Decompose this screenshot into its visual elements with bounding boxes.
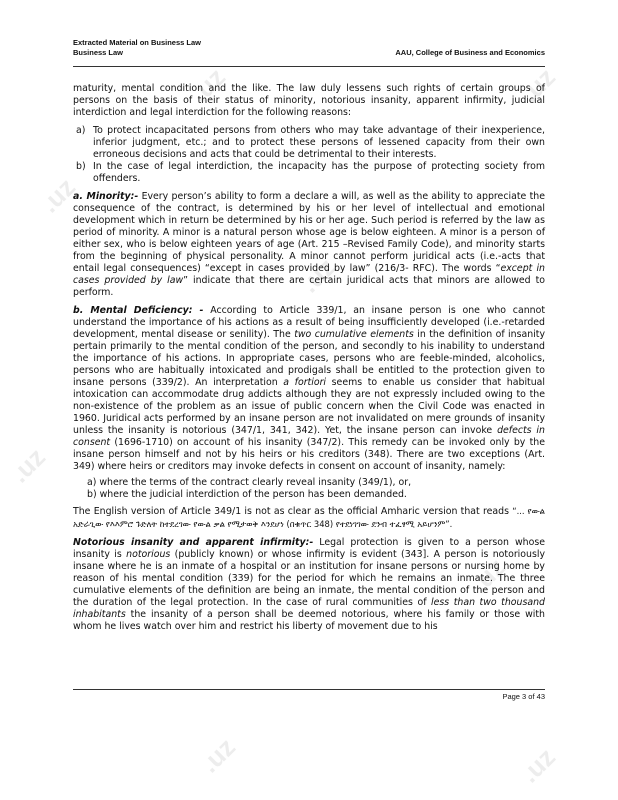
paragraph-text: Every person’s ability to form a declare a will, as well as the ability to appreciate the consequence of the contract, is determined by his or her level of intellectual and emotional development which in return be determined by his or her age. Such period is referred by the law as period of minority. A minor is a natural person whose age is below eighteen. A minor is a person of either sex, who is below eighteen years of age (Art. 215 –Revised Family Code), and minority starts from the beginning of physical personality. A minor cannot perform juridical acts (i.e.-acts that entail legal consequences) “except in cases provided by law” (216/3- RFC). The words “ [73,191,545,274]
amharic-paragraph [73,505,545,531]
list-item: b) where the judicial interdiction of the person has been demanded. [87,489,407,500]
watermark: .uz [464,551,512,599]
amharic-quote: “... የውል አድራጊው የእእምሮ ጉድለት ከተደረገው የውል ቃል የሚታወቅ እንደሆነ (በቁጥር 348) የተደነገገው ደንብ ተፈፃሚ አይሆንም”. [73,506,545,529]
intro-paragraph: maturity, mental condition and the like. The law duly lessens such rights of certain groups of persons on the basis of their status of minority, notorious insanity, apparent infirmity, judicial interdiction and legal interdiction for the following reasons: [73,83,545,118]
italic-text: defects in consent [73,425,545,448]
paragraph-text: seems to enable us consider that habitual intoxication can accommodate drug addicts although they are not expressly included owing to the non-existence of the problem as an issue of public concern when the Civil Code was enacted in 1960. Juridical acts performed by an insane person are not invalidated on mere grounds of insanity unless the insanity is notorious (347/1, 341, 342). Yet, the insane person can invoke [73,377,546,436]
footer-rule [73,689,545,690]
italic-text: notorious [126,549,171,560]
list-item [73,161,545,185]
watermark: .uz [34,171,82,219]
watermark: .uz [514,741,562,789]
italic-text: two cumulative elements [294,329,414,340]
paragraph-text: in the definition of insanity pertain primarily to the mental condition of the person, and secondly to his inability to understand the importance of his actions. In appropriate cases, persons who are feeble-minded, alcoholics, persons who are habitually intoxicated and prodigals shall be entitled to the protection given to insane persons (339/2). An interpretation [73,329,545,388]
list-marker: a) [76,125,86,136]
watermark: .uz [194,731,242,779]
notorious-insanity-paragraph [73,537,545,633]
paragraph-text: Legal protection is given to a person whose insanity is [73,537,545,560]
document-body [73,83,545,639]
header-institution: AAU, College of Business and Economics [395,48,545,57]
section-heading: Notorious insanity and apparent infirmity:- [73,537,314,548]
list-item-text: In the case of legal interdiction, the incapacity has the purpose of protecting society from offenders. [93,161,545,184]
list-item [73,125,545,161]
header-rule [73,66,545,67]
page-header [73,38,545,58]
list-marker: b) [76,161,86,172]
mental-deficiency-paragraph [73,305,545,473]
list-item: a) where the terms of the contract clearly reveal insanity (349/1), or, [87,477,412,488]
page-number: Page 3 of 43 [502,692,545,701]
paragraph-text: (1696-1710) on account of his insanity (347/2). This remedy can be invoked only by the insane person himself and not by his heirs or his creditors (348). There are two exceptions (Art. 349) where heirs or creditors may invoke defects in consent on account of insanity, namely: [73,437,545,472]
italic-text: a fortiori [283,377,327,388]
section-heading: b. Mental Deficiency: - [73,305,204,316]
paragraph-text: (publicly known) or whose infirmity is evident (343]. A person is notoriously insane where he is an inmate of a hospital or an institution for insane persons or nursing home by reason of his mental condition (339) for the period for which he remains an inmate. The three cumulative elements of the definition are being an inmate, the mental condition of the person and the duration of the legal protection. In the case of rural communities of [73,549,545,608]
paragraph-text: ” indicate that there are certain juridical acts that minors are allowed to perform. [73,275,545,298]
header-subtitle: Business Law [73,48,124,57]
watermark: .uz [294,251,342,299]
minority-paragraph [73,191,545,299]
watermark: .uz [184,61,232,109]
header-title: Extracted Material on Business Law [73,38,201,47]
italic-text: except in cases provided by law [73,263,545,286]
paragraph-text: The English version of Article 349/1 is not as clear as the official Amharic version that reads [73,506,509,517]
paragraph-text: According to Article 339/1, an insane person is one who cannot understand the importance of his actions as a result of being insufficiently developed (i.e.-retarded development, mental disease or senility). The [73,305,545,340]
italic-text: less than two thousand inhabitants [73,597,545,620]
watermark: .uz [514,61,562,109]
section-heading: a. Minority:- [73,191,139,202]
list-item-text: To protect incapacitated persons from others who may take advantage of their inexperience, inferior judgment, etc.; and to protect these persons of lessened capacity from their own erroneous decisions and acts that could be detrimental to their interests. [93,125,545,160]
exceptions-list [73,477,545,501]
reasons-list [73,125,545,185]
paragraph-text: the insanity of a person shall be deemed notorious, where his family or those with whom he lives watch over him and restrict his liberty of movement due to his [73,609,545,632]
watermark: .uz [4,441,52,489]
